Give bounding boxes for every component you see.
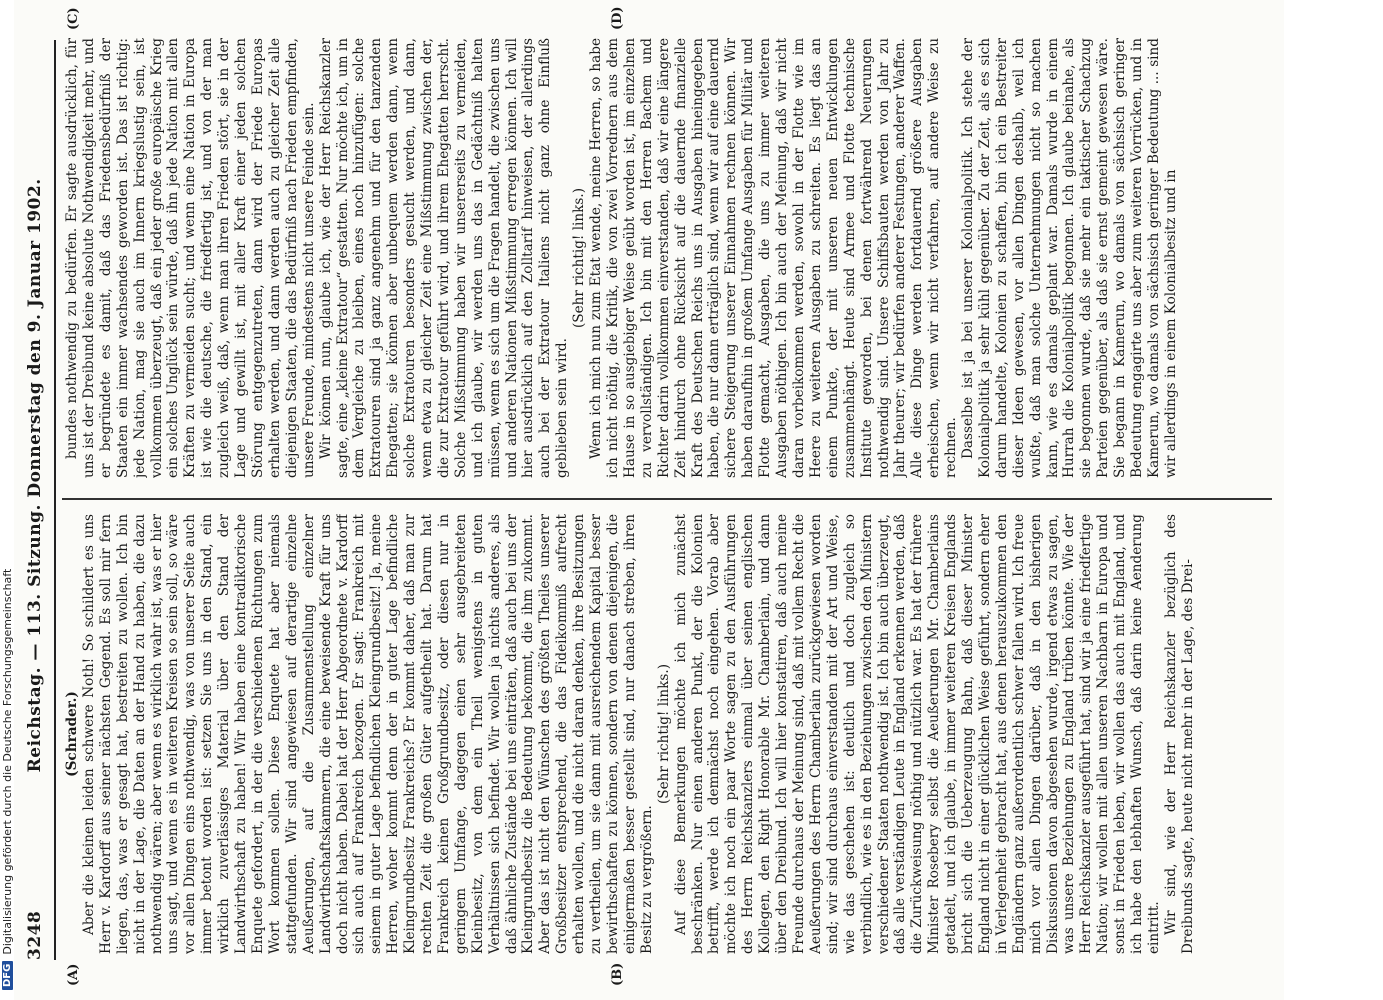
margin-mark-d: (D) (610, 6, 625, 30)
session-title: Reichstag. — 113. Sitzung. Donnerstag den 9. Januar 1902. (25, 178, 45, 773)
page-header (20, 40, 50, 960)
dfg-logo: DFG (2, 961, 13, 990)
credit-text: Digitalisierung gefördert durch die Deutsche Forschungsgemeinschaft (0, 568, 14, 955)
paragraph: Wir sind, wie der Herr Reichskanzler bezüglich des Dreibunds sagte, heute nicht mehr in der Lage, des Drei- (1162, 514, 1196, 954)
paragraph: bundes nothwendig zu bedürfen. Er sagte ausdrücklich, für uns ist der Dreibund keine absolute Nothwendigkeit mehr, und er begründete es damit, daß das Friedensbedürfniß der Staaten ein immer wachsendes geworden ist. Das ist richtig: jede Nation, mag sie auch im Innern kriegslustig sein, ist vollkommen überzeugt, daß ein jeder große europäische Krieg ein solches Unglück sein würde, daß ihn jede Nation mit allen Kräften zu vermeiden sucht; und wenn eine Nation in Europa ist wie die deutsche, die friedfertig ist, und von der man zugleich weiß, daß, wenn man ihren Frieden stört, sie in der Lage und gewillt ist, mit aller Kraft einer jeden solchen Störung entgegenzutreten, dann wird der Friede Europas erhalten werden, und dann werden auch zu gleicher Zeit alle diejenigen Staaten, die das Bedürfniß nach Frieden empfinden, unsere Freunde, mindestens nicht unsere Feinde sein. (64, 38, 317, 478)
right-column (64, 38, 1269, 478)
funding-credit (0, 0, 14, 1000)
column-divider (62, 498, 1272, 500)
speaker-name: (Schrader.) (64, 691, 80, 777)
page-number: 3248 (25, 910, 45, 960)
applause-note: (Sehr richtig! links.) (571, 187, 588, 329)
paragraph: Auf diese Bemerkungen möchte ich mich zunächst beschränken. Nur einen anderen Punkt, der die Kolonien betrifft, werde ich demnächst noch eingehen. Vorab aber möchte ich noch ein paar Worte sagen zu den Ausführungen des Herrn Reichskanzlers einmal über seinen englischen Kollegen, den Right Honorable Mr. Chamberlain, und dann über den Dreibund. Ich will hier konstatiren, daß auch meine Freunde durchaus der Meinung sind, daß mit vollem Recht die Aeußerungen des Herrn Chamberlain zurückgewiesen worden sind; wir sind durchaus einverstanden mit der Art und Weise, wie das geschehen ist: deutlich und doch zugleich so verbindlich, wie es in den Beziehungen zwischen den Ministern verschiedener Staaten nothwendig ist. Ich bin auch überzeugt, daß alle verständigen Leute in England erkennen werden, daß die Zurückweisung nöthig und nützlich war. Es hat der frühere Minister Rosebery selbst die Aeußerungen Mr. Chamberlains getadelt, und ich glaube, in immer weiteren Kreisen Englands bricht sich die Ueberzeugung Bahn, daß dieser Minister England nicht in einer glücklichen Weise geführt, sondern eher in Verlegenheit gebracht hat, aus denen herauszukommen den Engländern ganz außerordentlich schwer fallen wird. Ich freue mich vor allen Dingen darüber, daß in den bisherigen Diskussionen davon abgesehen wurde, irgend etwas zu sagen, was unsere Beziehungen zu England trüben könnte. Wie der Herr Reichskanzler ausgeführt hat, sind wir ja eine friedfertige Nation; wir wollen mit allen unseren Nachbarn in Europa und sonst in Frieden leben, wir wollen das auch mit England, und ich habe den lebhaften Wunsch, daß darin keine Aenderung eintritt. (672, 514, 1162, 954)
paragraph: Aber die kleinen leiden schwere Noth! So schildert es uns Herr v. Kardorff aus seiner nächsten Gegend. Es soll mir fern liegen, das, was er gesagt hat, bestreiten zu wollen. Ich bin nicht in der Lage, die Daten an der Hand zu haben, die dazu nothwendig wären; aber wenn es wirklich wahr ist, was er hier uns sagt, und wenn es in weiteren Kreisen so sein soll, so wäre vor allen Dingen eins nothwendig, was von unserer Seite auch immer betont worden ist: setzen Sie uns in den Stand, ein wirklich zuverlässiges Material über den Stand der Landwirthschaft zu haben! Wir haben eine kontradiktorische Enquete gefordert, in der die verschiedenen Richtungen zum Wort kommen sollen. Diese Enquete hat aber niemals stattgefunden. Wir sind angewiesen auf derartige einzelne Aeußerungen, auf die Zusammenstellung einzelner Landwirthschaftskammern, die eine beweisende Kraft für uns doch nicht haben. Dabei hat der Herr Abgeordnete v. Kardorff sich auch auf Frankreich bezogen. Er sagt: Frankreich mit seinem in guter Lage befindlichen Kleingrundbesitz! Ja, meine Herren, woher kommt denn der in guter Lage befindliche Kleingrundbesitz Frankreichs? Er kommt daher, daß man zur rechten Zeit die großen Güter aufgetheilt hat. Darum hat Frankreich keinen Großgrundbesitz, oder diesen nur in geringem Umfange, dagegen einen sehr ausgebreiteten Kleinbesitz, von dem ein Theil wenigstens in guten Verhältnissen sich befindet. Wir wollen ja nichts anderes, als daß ähnliche Zustände bei uns einträten, daß auch bei uns der Kleingrundbesitz die Bedeutung bekommt, die ihm zukommt. Aber das ist nicht den Wünschen des größten Theiles unserer Großbesitzer entsprechend, die das Fideikommiß aufrecht erhalten wollen, und die nicht daran denken, ihre Besitzungen zu vertheilen, um sie dann mit ausreichendem Kapital besser bewirthschaften zu können, sondern von denen diejenigen, die einigermaßen besser gestellt sind, nur danach streben, ihren Besitz zu vergrößern. (80, 514, 655, 954)
scanned-page (14, 0, 1284, 1000)
header-rule (54, 40, 56, 960)
margin-mark-b: (B) (610, 962, 625, 986)
applause-note: (Sehr richtig! links.) (655, 663, 672, 805)
paragraph: Dasselbe ist ja bei unserer Kolonialpolitik. Ich stehe der Kolonialpolitik ja sehr kühl gegenüber. Zu der Zeit, als es sich darum handelte, Kolonien zu schaffen, bin ich ein Bestreiter dieser Ideen gewesen, vor allen Dingen deshalb, weil ich wußte, daß man solche Unternehmungen nicht so machen kann, wie es damals geplant war. Damals wurde in einem Hurrah die Kolonialpolitik begonnen. Ich glaube beinahe, als sie begonnen wurde, daß sie mehr ein taktischer Schachzug Parteien gegenüber, als daß sie ernst gemeint gewesen wäre. Sie begann in Kamerun, wo damals von sächsisch geringer Bedeutung engagirte uns aber zum weiteren Vorrücken, und in Kamerun, wo damals von sächsisch geringer Bedeutung ... sind wir allerdings in einem Kolonialbesitz und in (960, 38, 1179, 478)
paragraph: Wir können nun, glaube ich, wie der Herr Reichskanzler sagte, eine „kleine Extratour“ gestatten. Nur möchte ich, um in dem Vergleiche zu bleiben, eines noch hinzufügen: solche Extratouren sind ja ganz angenehm und für den tanzenden Ehegatten; sie können aber unbequem werden dann, wenn solche Extratouren besonders gesucht werden, und dann, wenn etwa zu gleicher Zeit eine Mißstimmung zwischen der, die zur Extratour geführt wird, und ihrem Ehegatten herrscht. Solche Mißstimmung haben wir unsererseits zu vermeiden, und ich glaube, wir werden uns das in Gedächtniß halten müssen, wenn es sich um die Fragen handelt, die zwischen uns und anderen Nationen Mißstimmung erregen können. Ich will hier ausdrücklich auf den Zolltarif hinweisen, der allerdings auch bei der Extratour Italiens nicht ganz ohne Einfluß geblieben sein wird. (317, 38, 571, 478)
margin-mark-a: (A) (66, 963, 81, 986)
paragraph: Wenn ich mich nun zum Etat wende, meine Herren, so habe ich nicht nöthig, die Kritik, die von zwei Vorrednern aus dem Hause in so ausgiebiger Weise geübt worden ist, im einzelnen zu vervollständigen. Ich bin mit den Herren Bachem und Richter darin vollkommen einverstanden, daß wir eine längere Zeit hindurch ohne Rücksicht auf die dauernde finanzielle Kraft des Deutschen Reichs uns in Ausgaben hineingegeben haben, die nur dann erträglich sind, wenn wir auf eine dauernd sichere Steigerung unserer Einnahmen rechnen können. Wir haben daraufhin in großem Umfange Ausgaben für Militär und Flotte gemacht, Ausgaben, die uns zu immer weiteren Ausgaben nöthigen. Ich bin auch der Meinung, daß wir nicht daran vorbeikommen werden, sowohl in der Flotte wie im Heere zu weiteren Ausgaben zu schreiten. Es liegt das an einem Punkte, der mit unseren neuen Entwicklungen zusammenhängt. Heute sind Armee und Flotte technische Institute geworden, bei denen fortwährend Neuerungen nothwendig sind. Unsere Schiffsbauten werden von Jahr zu Jahr theurer; wir bedürfen anderer Festungen, anderer Waffen. Alle diese Dinge werden fortdauernd größere Ausgaben erheischen, wenn wir nicht verfahren, auf andere Weise zu rechnen. (588, 38, 960, 478)
margin-mark-c: (C) (66, 7, 81, 30)
left-column (64, 514, 1269, 954)
